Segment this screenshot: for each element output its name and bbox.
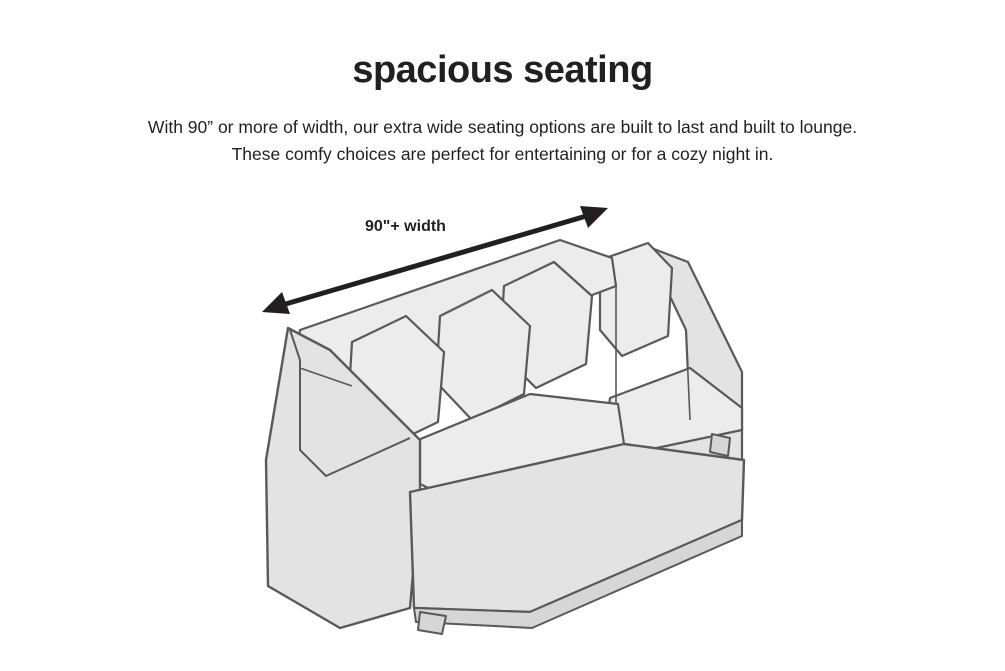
sofa-foot-right [710,434,730,456]
page-title: spacious seating [352,49,653,91]
dimension-arrowhead-right [580,206,608,228]
dimension-label: 90"+ width [365,218,446,235]
description-line-2: These comfy choices are perfect for entertaining or for a cozy night in. [231,144,774,165]
dimension-arrowhead-left [262,292,290,314]
sofa-foot-left [418,612,446,634]
sofa-drawing [262,206,744,634]
description-line-1: With 90” or more of width, our extra wide seating options are built to last and built to lounge. [147,117,858,137]
